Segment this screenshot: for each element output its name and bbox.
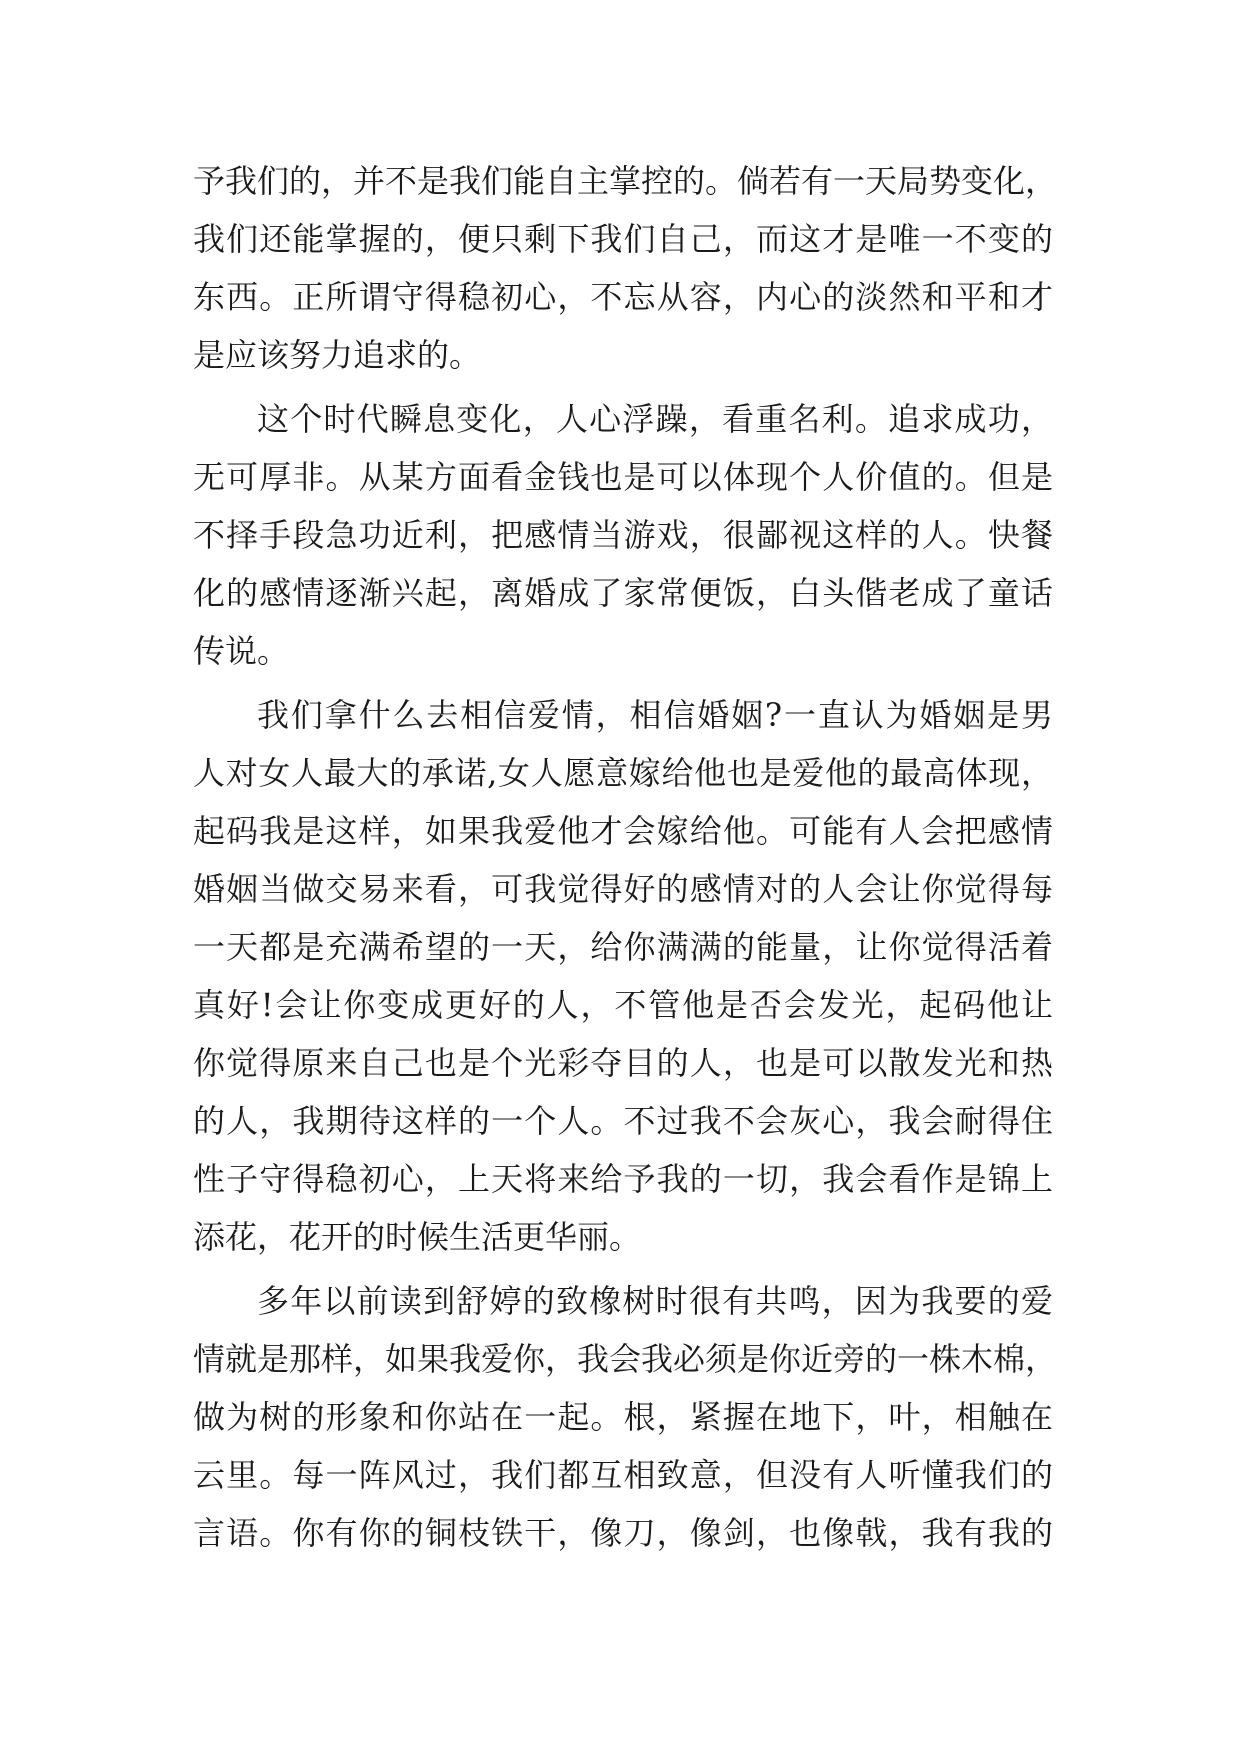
text-line: 我们拿什么去相信爱情，相信婚姻?一直认为婚姻是男 [257, 696, 1053, 734]
text-line: 性子守得稳初心，上天将来给予我的一切，我会看作是锦上 [193, 1160, 1053, 1198]
text-line: 情就是那样，如果我爱你，我会我必须是你近旁的一株木棉， [193, 1340, 1058, 1378]
text-line: 传说。 [193, 632, 290, 670]
text-line: 我们还能掌握的，便只剩下我们自己，而这才是唯一不变的 [193, 220, 1053, 258]
text-line: 起码我是这样，如果我爱他才会嫁给他。可能有人会把感情 [193, 812, 1053, 850]
text-line: 是应该努力追求的。 [193, 336, 482, 374]
text-line: 言语。你有你的铜枝铁干，像刀，像剑，也像戟，我有我的 [193, 1514, 1053, 1552]
text-line: 人对女人最大的承诺,女人愿意嫁给他也是爱他的最高体现， [193, 754, 1053, 792]
paragraph [193, 390, 1053, 680]
text-line: 这个时代瞬息变化，人心浮躁，看重名利。追求成功， [257, 400, 1053, 438]
text-line: 多年以前读到舒婷的致橡树时很有共鸣，因为我要的爱 [257, 1282, 1053, 1320]
text-line: 予我们的，并不是我们能自主掌控的。倘若有一天局势变化， [193, 162, 1058, 200]
document-body [193, 152, 1058, 1562]
text-line: 化的感情逐渐兴起，离婚成了家常便饭，白头偕老成了童话 [193, 574, 1053, 612]
text-line: 云里。每一阵风过，我们都互相致意，但没有人听懂我们的 [193, 1456, 1053, 1494]
text-line: 做为树的形象和你站在一起。根，紧握在地下，叶，相触在 [193, 1398, 1053, 1436]
paragraph [193, 686, 1053, 1266]
text-line: 不择手段急功近利，把感情当游戏，很鄙视这样的人。快餐 [193, 516, 1053, 554]
paragraph [193, 1272, 1058, 1562]
text-line: 的人，我期待这样的一个人。不过我不会灰心，我会耐得住 [193, 1102, 1053, 1140]
paragraph [193, 152, 1058, 384]
text-line: 一天都是充满希望的一天，给你满满的能量，让你觉得活着 [193, 928, 1053, 966]
text-line: 婚姻当做交易来看，可我觉得好的感情对的人会让你觉得每 [193, 870, 1053, 908]
text-line: 你觉得原来自己也是个光彩夺目的人，也是可以散发光和热 [193, 1044, 1053, 1082]
text-line: 无可厚非。从某方面看金钱也是可以体现个人价值的。但是 [193, 458, 1053, 496]
text-line: 东西。正所谓守得稳初心，不忘从容，内心的淡然和平和才 [193, 278, 1053, 316]
text-line: 真好!会让你变成更好的人，不管他是否会发光，起码他让 [193, 986, 1053, 1024]
text-line: 添花，花开的时候生活更华丽。 [193, 1218, 642, 1256]
